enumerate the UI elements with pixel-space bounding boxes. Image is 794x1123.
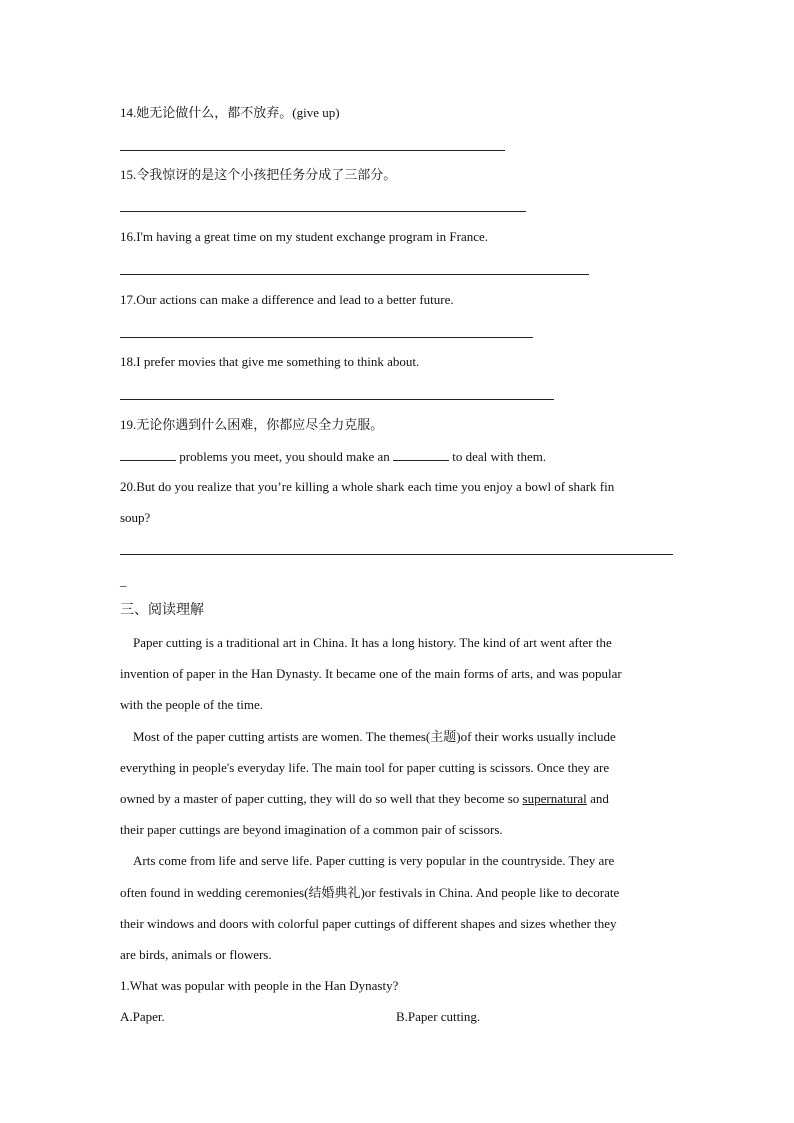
option-b[interactable]: B.Paper cutting.	[396, 1009, 481, 1024]
passage-p1-line-1: Paper cutting is a traditional art in China. It has a long history. The kind of art went after the	[133, 635, 612, 650]
underlined-word: supernatural	[522, 791, 587, 806]
question-18: 18.I prefer movies that give me something to think about.	[120, 354, 420, 369]
answer-line-17	[120, 337, 533, 338]
passage-p1-line-2: invention of paper in the Han Dynasty. It became one of the main forms of arts, and was popular	[120, 666, 622, 681]
fill-text-1: problems you meet, you should make an	[176, 449, 393, 464]
fill-blank-2[interactable]	[393, 448, 449, 461]
answer-line-20-overflow: _	[120, 573, 127, 588]
passage-p1-line-3: with the people of the time.	[120, 697, 263, 712]
question-19-fill-sentence	[120, 448, 546, 465]
question-16: 16.I'm having a great time on my student exchange program in France.	[120, 229, 489, 244]
passage-p3-line-2: often found in wedding ceremonies(结婚典礼)or festivals in China. And people like to decorate	[120, 885, 620, 900]
answer-line-14	[120, 150, 505, 151]
passage-p3-line-3: their windows and doors with colorful paper cuttings of different shapes and sizes whether they	[120, 916, 617, 931]
question-20-line-1: 20.But do you realize that you’re killing a whole shark each time you enjoy a bowl of shark fin	[120, 479, 615, 494]
passage-p3-line-1: Arts come from life and serve life. Paper cutting is very popular in the countryside. They are	[133, 853, 615, 868]
passage-p2-line-2: everything in people's everyday life. The main tool for paper cutting is scissors. Once they are	[120, 760, 610, 775]
answer-line-18	[120, 399, 554, 400]
fill-blank-1[interactable]	[120, 448, 176, 461]
fill-text-2: to deal with them.	[449, 449, 547, 464]
question-17: 17.Our actions can make a difference and lead to a better future.	[120, 292, 454, 307]
answer-line-15	[120, 211, 526, 212]
passage-p2-text-b: and	[586, 791, 609, 806]
answer-line-20	[120, 554, 673, 555]
passage-p3-line-4: are birds, animals or flowers.	[120, 947, 272, 962]
reading-question-1: 1.What was popular with people in the Han Dynasty?	[120, 978, 399, 993]
passage-p2-text-a: owned by a master of paper cutting, they will do so well that they become so	[120, 791, 523, 806]
section-title: 三、阅读理解	[120, 603, 204, 618]
passage-p2-line-1: Most of the paper cutting artists are women. The themes(主题)of their works usually include	[133, 729, 616, 744]
passage-p2-line-3	[120, 791, 609, 807]
question-20-line-2: soup?	[120, 510, 151, 525]
passage-p2-line-4: their paper cuttings are beyond imagination of a common pair of scissors.	[120, 822, 503, 837]
answer-line-16	[120, 274, 589, 275]
question-15: 15.令我惊讶的是这个小孩把任务分成了三部分。	[120, 167, 397, 182]
question-19: 19.无论你遇到什么困难，你都应尽全力克服。	[120, 417, 384, 432]
option-a[interactable]: A.Paper.	[120, 1009, 165, 1024]
question-14: 14.她无论做什么，都不放弃。(give up)	[120, 105, 340, 120]
